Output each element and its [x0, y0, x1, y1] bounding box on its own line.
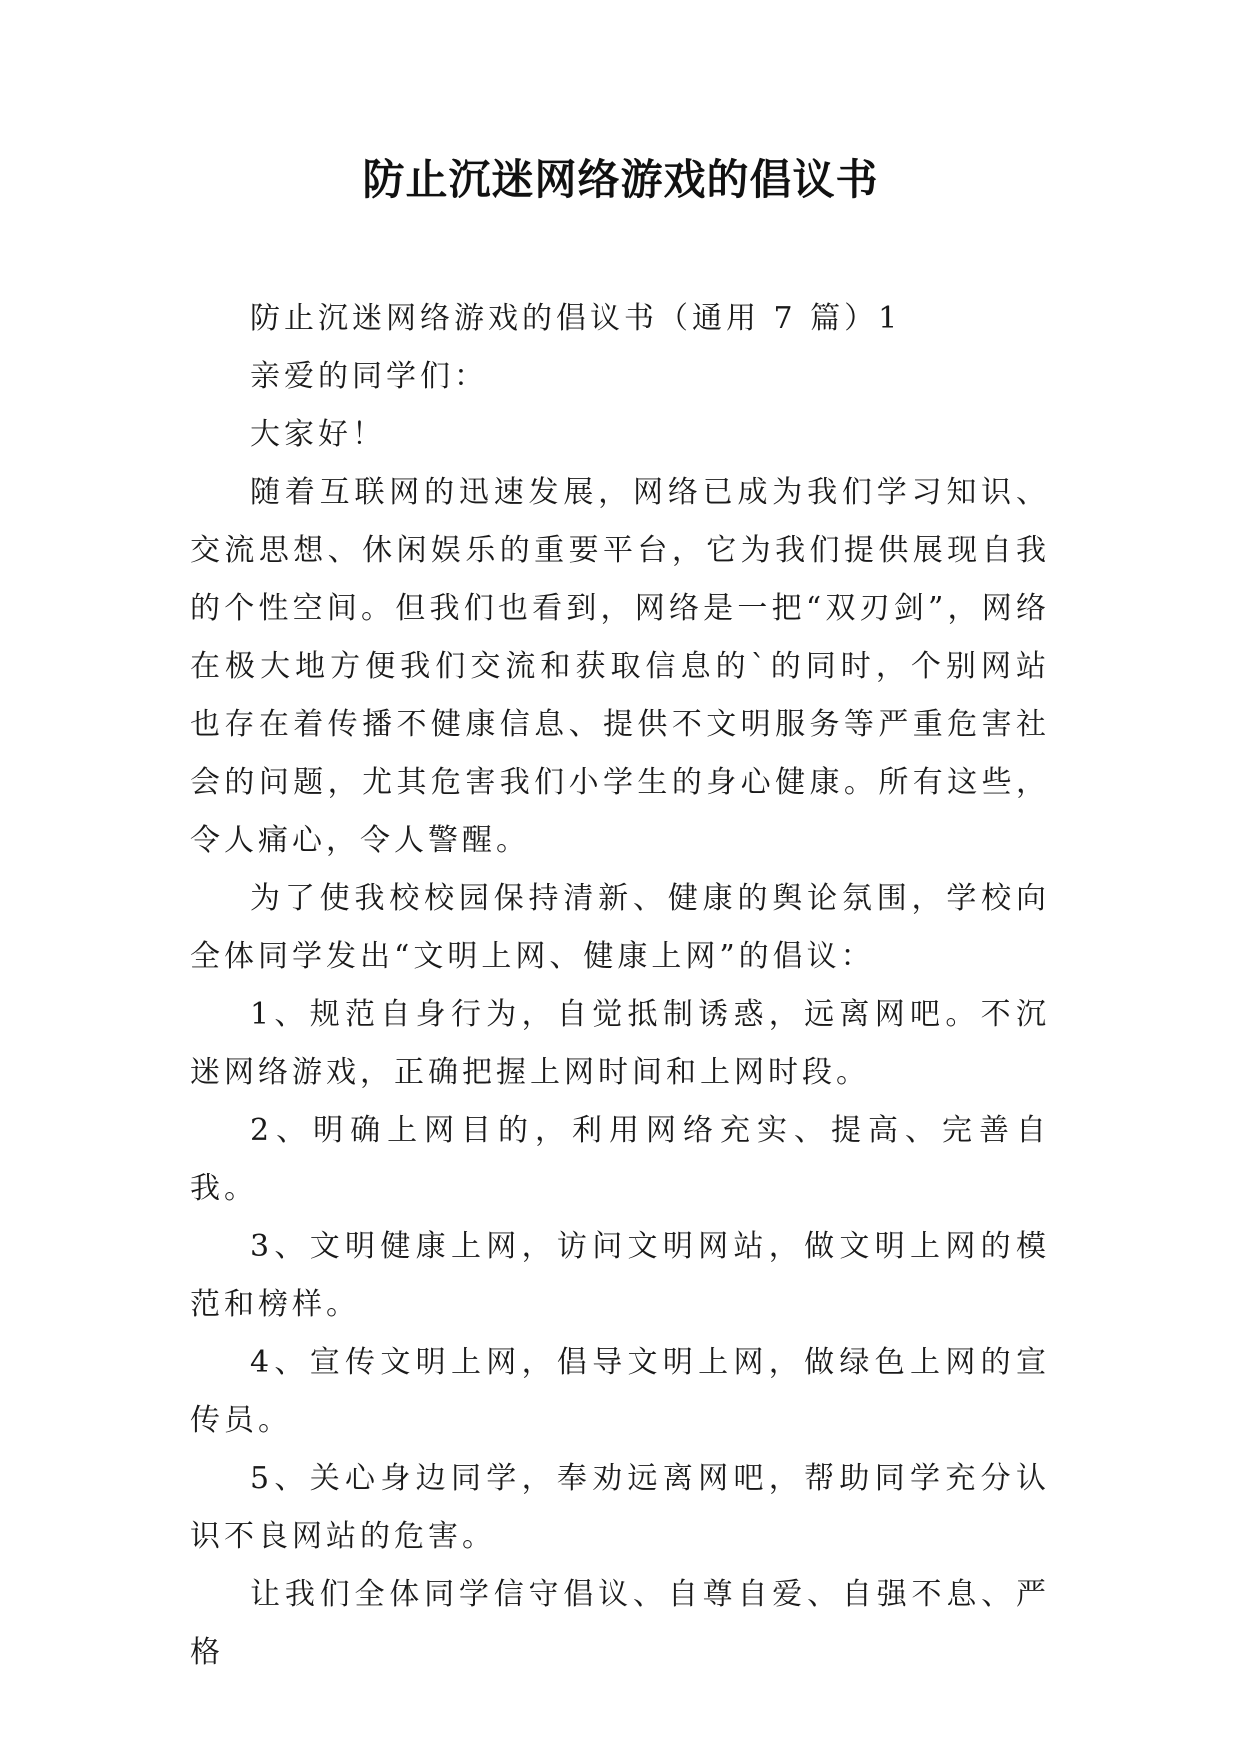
document-title: 防止沉迷网络游戏的倡议书 — [362, 155, 879, 204]
paragraph-hello: 大家好！ — [250, 417, 386, 452]
paragraph-item-1: 1、规范自身行为，自觉抵制诱惑，远离网吧。不沉迷网络游戏，正确把握上网时间和上网时段。 — [190, 997, 1050, 1090]
paragraph-item-2: 2、明确上网目的，利用网络充实、提高、完善自我。 — [190, 1113, 1050, 1206]
paragraph-intro: 随着互联网的迅速发展，网络已成为我们学习知识、交流思想、休闲娱乐的重要平台，它为我们提供展现自我的个性空间。但我们也看到，网络是一把“双刃剑”，网络在极大地方便我们交流和获取信息的`的同时，个别网站也存在着传播不健康信息、提供不文明服务等严重危害社会的问题，尤其危害我们小学生的身心健康。所有这些，令人痛心，令人警醒。 — [190, 475, 1050, 858]
paragraph-subtitle: 防止沉迷网络游戏的倡议书（通用 7 篇）1 — [250, 301, 902, 336]
paragraph-closing: 让我们全体同学信守倡议、自尊自爱、自强不息、严格 — [190, 1577, 1050, 1670]
paragraph-greeting: 亲爱的同学们： — [250, 359, 488, 394]
paragraph-proposal-lead: 为了使我校校园保持清新、健康的舆论氛围，学校向全体同学发出“文明上网、健康上网”的倡议： — [190, 881, 1050, 974]
document-body — [190, 290, 1050, 1682]
paragraph-item-3: 3、文明健康上网，访问文明网站，做文明上网的模范和榜样。 — [190, 1229, 1050, 1322]
paragraph-item-4: 4、宣传文明上网，倡导文明上网，做绿色上网的宣传员。 — [190, 1345, 1050, 1438]
paragraph-item-5: 5、关心身边同学，奉劝远离网吧，帮助同学充分认识不良网站的危害。 — [190, 1461, 1050, 1554]
